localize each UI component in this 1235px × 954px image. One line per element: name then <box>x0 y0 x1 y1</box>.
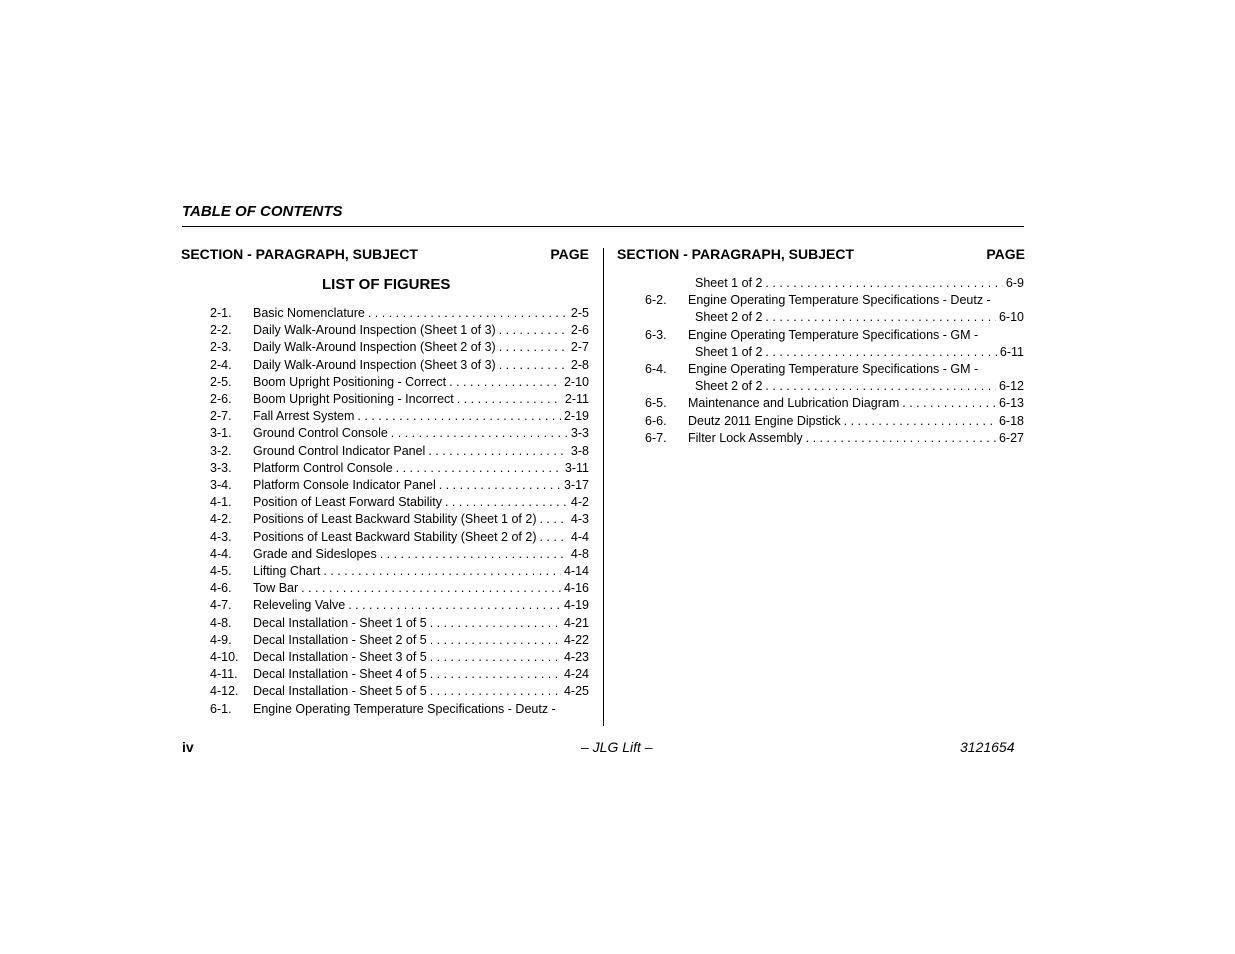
figure-title: Engine Operating Temperature Specifications - GM - <box>688 362 979 376</box>
toc-entry[interactable] <box>645 292 1024 309</box>
figure-title: Boom Upright Positioning - Correct <box>253 374 447 389</box>
figure-number: 4-1. <box>210 495 232 510</box>
footer-title: – JLG Lift – <box>581 739 653 755</box>
left-subject-heading: SECTION - PARAGRAPH, SUBJECT <box>181 246 418 262</box>
figure-page-number: 6-9 <box>1005 276 1024 290</box>
dot-leader <box>357 408 561 425</box>
figure-title: Daily Walk-Around Inspection (Sheet 2 of 3) <box>253 340 496 355</box>
figure-page-number: 2-10 <box>563 374 589 389</box>
figure-page-number: 4-22 <box>563 632 589 647</box>
dot-leader <box>806 430 996 447</box>
figure-title: Decal Installation - Sheet 2 of 5 <box>253 632 427 647</box>
figure-page-number: 4-19 <box>563 598 589 613</box>
figure-title: Daily Walk-Around Inspection (Sheet 1 of 3) <box>253 323 496 338</box>
left-page-heading: PAGE <box>550 246 589 262</box>
figure-number: 6-2. <box>645 293 667 308</box>
figure-page-number: 4-4 <box>570 529 589 544</box>
page-title: TABLE OF CONTENTS <box>182 203 343 220</box>
dot-leader <box>430 666 561 683</box>
dot-leader <box>430 615 561 632</box>
dot-leader <box>844 413 996 430</box>
toc-entry[interactable] <box>645 327 1024 344</box>
figure-page-number: 2-7 <box>570 340 589 355</box>
figure-title: Deutz 2011 Engine Dipstick <box>688 413 841 428</box>
figure-page-number: 6-11 <box>999 344 1024 359</box>
figure-page-number: 4-8 <box>570 546 589 561</box>
toc-entry[interactable] <box>210 615 589 632</box>
toc-entry[interactable] <box>645 361 1024 378</box>
figure-number: 2-2. <box>210 323 232 338</box>
figure-page-number: 4-14 <box>563 564 589 578</box>
toc-entry[interactable] <box>210 391 589 408</box>
list-of-figures-title: LIST OF FIGURES <box>322 276 451 293</box>
figure-page-number: 6-18 <box>998 413 1024 428</box>
toc-entry[interactable] <box>210 460 589 477</box>
toc-entry[interactable] <box>210 443 589 460</box>
right-column-header <box>617 246 1025 264</box>
dot-leader <box>439 477 561 494</box>
figure-number: 2-4. <box>210 357 232 372</box>
figure-title: Sheet 1 of 2 <box>695 344 763 359</box>
figure-page-number: 3-3 <box>570 426 589 441</box>
figure-page-number: 2-5 <box>570 306 589 320</box>
figure-number: 3-4. <box>210 478 232 492</box>
dot-leader <box>430 632 561 649</box>
left-column-header <box>181 246 589 264</box>
figure-page-number: 3-8 <box>570 443 589 458</box>
figure-title: Engine Operating Temperature Specifications - Deutz - <box>688 293 991 308</box>
figure-page-number: 3-17 <box>563 478 589 492</box>
figure-page-number: 2-8 <box>570 357 589 372</box>
figure-title: Fall Arrest System <box>253 409 355 424</box>
figure-number: 6-5. <box>645 396 667 411</box>
toc-entry[interactable] <box>645 395 1024 412</box>
toc-entry[interactable] <box>210 580 589 597</box>
toc-entry[interactable] <box>210 374 589 391</box>
figure-number: 6-6. <box>645 413 667 428</box>
figure-page-number: 4-3 <box>570 512 589 527</box>
toc-entry[interactable] <box>210 322 589 339</box>
toc-entry[interactable] <box>210 529 589 546</box>
figure-page-number: 6-27 <box>998 430 1024 445</box>
figure-title: Ground Control Console <box>253 426 388 441</box>
figure-page-number: 6-13 <box>998 396 1024 411</box>
figure-number: 4-10. <box>210 650 239 664</box>
figure-title: Positions of Least Backward Stability (Sheet 1 of 2) <box>253 512 537 527</box>
title-rule <box>182 226 1024 227</box>
figure-number: 6-3. <box>645 327 667 342</box>
toc-entry[interactable] <box>210 511 589 528</box>
toc-entry[interactable] <box>210 597 589 614</box>
dot-leader <box>765 275 1003 292</box>
toc-entry[interactable] <box>645 344 1024 361</box>
figure-number: 4-6. <box>210 581 232 596</box>
toc-entry[interactable] <box>645 413 1024 430</box>
toc-entry[interactable] <box>210 683 589 700</box>
toc-entry[interactable] <box>210 305 589 322</box>
figure-number: 2-7. <box>210 409 232 424</box>
figure-title: Platform Console Indicator Panel <box>253 478 436 492</box>
figure-title: Sheet 2 of 2 <box>695 310 763 325</box>
figure-page-number: 4-16 <box>563 581 589 596</box>
figure-title: Positions of Least Backward Stability (Sheet 2 of 2) <box>253 529 537 544</box>
figure-title: Decal Installation - Sheet 3 of 5 <box>253 650 427 664</box>
figure-number: 4-5. <box>210 564 232 578</box>
figure-number: 4-7. <box>210 598 232 613</box>
figure-page-number: 4-25 <box>563 684 589 699</box>
dot-leader <box>396 460 562 477</box>
figure-number: 2-6. <box>210 392 232 406</box>
dot-leader <box>539 511 567 528</box>
figure-number: 2-3. <box>210 340 232 355</box>
figure-number: 3-2. <box>210 443 232 458</box>
toc-entry[interactable] <box>645 430 1024 447</box>
dot-leader <box>430 683 561 700</box>
figure-page-number: 6-12 <box>998 379 1024 394</box>
figure-title: Basic Nomenclature <box>253 306 365 320</box>
dot-leader <box>428 443 568 460</box>
toc-entry[interactable] <box>645 378 1024 395</box>
dot-leader <box>765 344 996 361</box>
dot-leader <box>368 305 568 322</box>
figure-number: 6-4. <box>645 362 667 376</box>
toc-entry[interactable] <box>210 477 589 494</box>
figure-title: Daily Walk-Around Inspection (Sheet 3 of 3) <box>253 357 496 372</box>
figure-page-number: 4-24 <box>563 667 589 682</box>
toc-entry[interactable] <box>210 425 589 442</box>
figure-title: Tow Bar <box>253 581 299 596</box>
dot-leader <box>457 391 562 408</box>
figure-number: 4-9. <box>210 632 232 647</box>
toc-entry[interactable] <box>210 666 589 683</box>
figure-number: 2-1. <box>210 306 232 320</box>
dot-leader <box>765 378 996 395</box>
figure-page-number: 2-11 <box>564 392 589 406</box>
figure-title: Decal Installation - Sheet 1 of 5 <box>253 615 427 630</box>
dot-leader <box>499 322 568 339</box>
figure-title: Sheet 2 of 2 <box>695 379 763 394</box>
toc-entry[interactable] <box>210 494 589 511</box>
figure-page-number: 6-10 <box>998 310 1024 325</box>
figure-page-number: 2-6 <box>570 323 589 338</box>
dot-leader <box>499 339 568 356</box>
column-divider <box>603 248 604 726</box>
figure-number: 6-1. <box>210 701 232 716</box>
figure-number: 4-12. <box>210 684 239 699</box>
toc-entry[interactable] <box>210 546 589 563</box>
toc-entry[interactable] <box>210 632 589 649</box>
toc-entry[interactable] <box>210 563 589 580</box>
figure-number: 3-1. <box>210 426 232 441</box>
figure-number: 4-2. <box>210 512 232 527</box>
figure-title: Filter Lock Assembly <box>688 430 803 445</box>
dot-leader <box>765 309 996 326</box>
figure-number: 4-8. <box>210 615 232 630</box>
dot-leader <box>445 494 568 511</box>
figure-page-number: 2-19 <box>563 409 589 424</box>
right-subject-heading: SECTION - PARAGRAPH, SUBJECT <box>617 246 854 262</box>
figure-title: Sheet 1 of 2 <box>695 276 763 290</box>
figure-number: 4-11. <box>210 667 238 682</box>
figure-title: Ground Control Indicator Panel <box>253 443 426 458</box>
toc-entry[interactable] <box>645 275 1024 292</box>
footer-page-number: iv <box>182 739 194 755</box>
toc-entry[interactable] <box>210 357 589 374</box>
figure-title: Boom Upright Positioning - Incorrect <box>253 392 454 406</box>
toc-entry[interactable] <box>210 339 589 356</box>
dot-leader <box>902 395 996 412</box>
dot-leader <box>391 425 568 442</box>
figure-number: 2-5. <box>210 374 232 389</box>
dot-leader <box>323 563 561 580</box>
figure-title: Decal Installation - Sheet 4 of 5 <box>253 667 427 682</box>
footer-doc-number: 3121654 <box>960 739 1015 755</box>
right-page-heading: PAGE <box>986 246 1025 262</box>
dot-leader <box>430 649 561 666</box>
toc-entry[interactable] <box>210 408 589 425</box>
figure-title: Position of Least Forward Stability <box>253 495 442 510</box>
figure-number: 4-4. <box>210 546 232 561</box>
toc-entry[interactable] <box>210 649 589 666</box>
figure-number: 4-3. <box>210 529 232 544</box>
figure-number: 6-7. <box>645 430 667 445</box>
figure-title: Releveling Valve <box>253 598 346 613</box>
toc-entry[interactable] <box>210 701 589 718</box>
dot-leader <box>449 374 561 391</box>
dot-leader <box>348 597 561 614</box>
figure-title: Decal Installation - Sheet 5 of 5 <box>253 684 427 699</box>
figure-title: Engine Operating Temperature Specifications - Deutz - <box>253 701 556 716</box>
figure-number: 3-3. <box>210 460 232 475</box>
toc-entry[interactable] <box>645 309 1024 326</box>
figure-page-number: 4-21 <box>563 615 589 630</box>
figure-title: Grade and Sideslopes <box>253 546 377 561</box>
dot-leader <box>539 529 567 546</box>
figure-title: Platform Control Console <box>253 460 393 475</box>
figure-title: Maintenance and Lubrication Diagram <box>688 396 900 411</box>
figure-page-number: 4-23 <box>563 650 589 664</box>
figure-page-number: 4-2 <box>570 495 589 510</box>
figure-page-number: 3-11 <box>564 460 589 475</box>
figure-title: Lifting Chart <box>253 564 321 578</box>
figure-title: Engine Operating Temperature Specifications - GM - <box>688 327 979 342</box>
dot-leader <box>499 357 568 374</box>
dot-leader <box>301 580 561 597</box>
dot-leader <box>380 546 568 563</box>
